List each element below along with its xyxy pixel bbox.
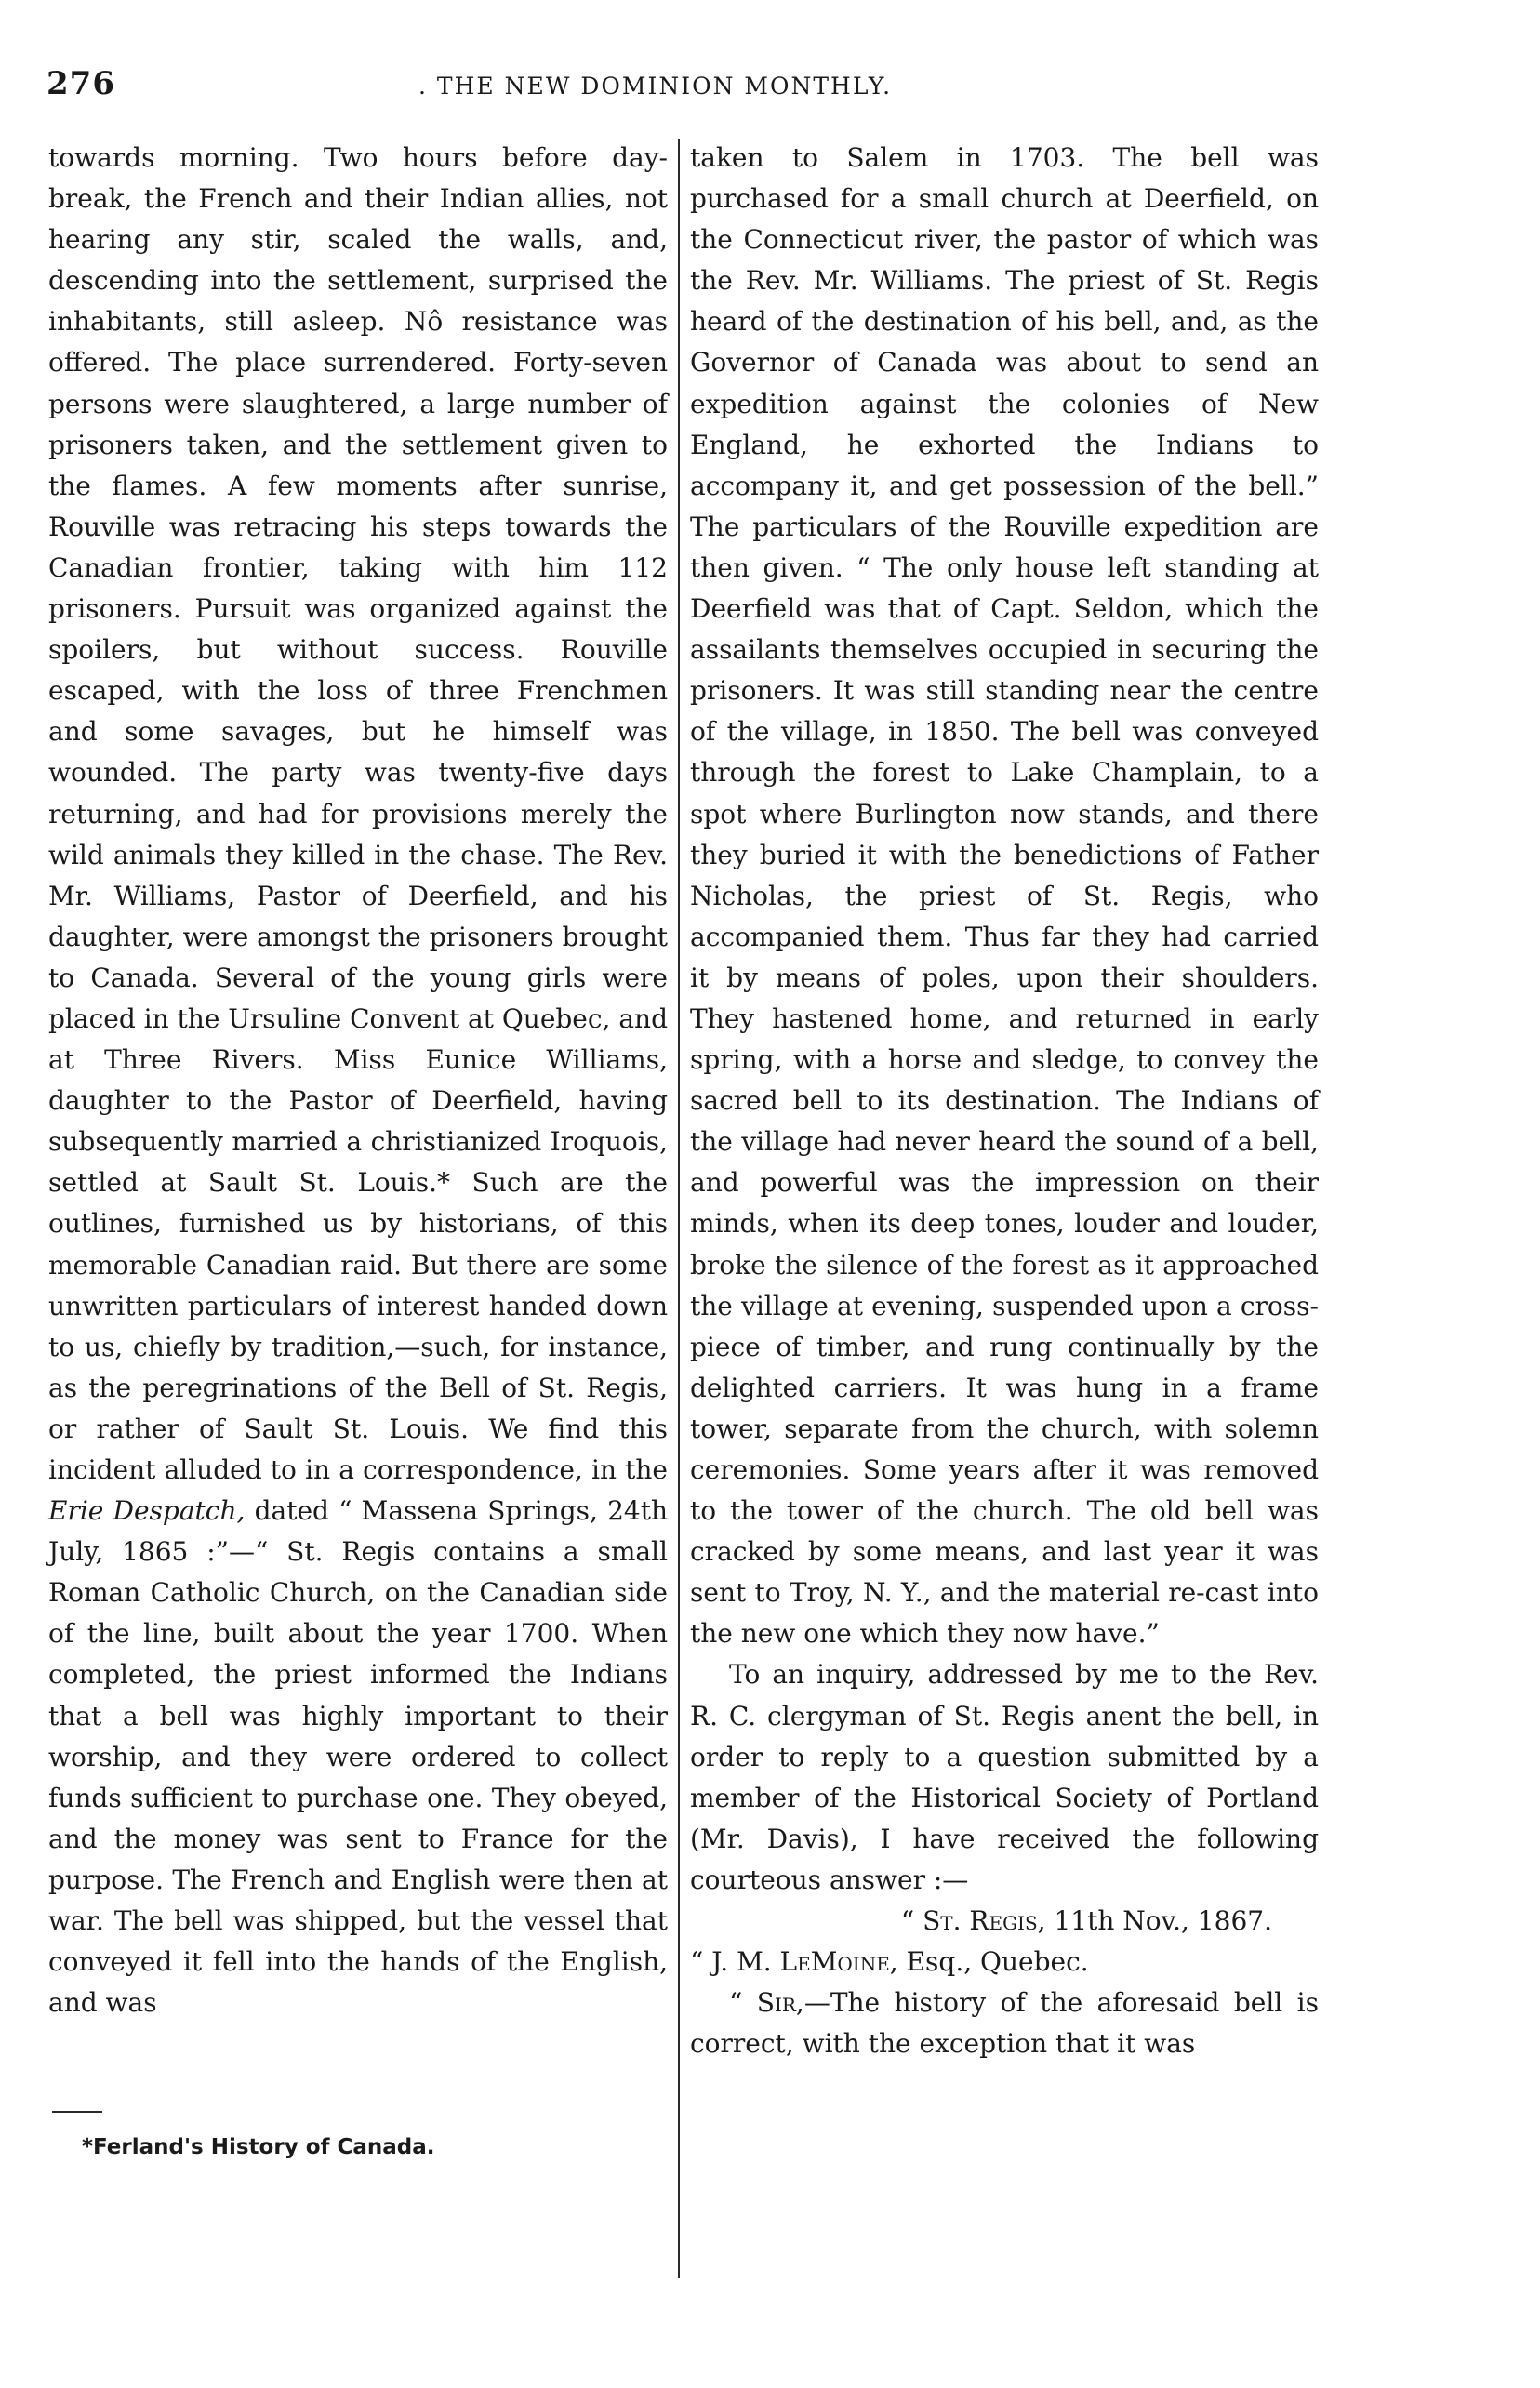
letter-salutation [690,1942,1319,1983]
page-header [46,65,1321,121]
left-column [48,138,668,2023]
salutation-name: LeMoine, [779,1946,898,1978]
dateline-date: 11th Nov., 1867. [1045,1905,1272,1937]
left-text-part-2: dated “ Massena Springs, 24th July, 1865 :”—“ St. Regis contains a small Roman Catholic Church, on the Canadian side of the line, built about the year 1700. When completed, the priest informed the Indians that a bell was highly important to their worship, and they were ordered to collect funds sufficient to purchase one. They obeyed, and the money was sent to France for the purpose. The French and English were then at war. The bell was shipped, but the vessel that conveyed it fell into the hands of the English, and was [48,1495,669,2019]
page-number: 276 [46,65,115,102]
right-column [690,138,1319,2064]
right-paragraph-1: taken to Salem in 1703. The bell was purchased for a small church at Deerfield, on the Connecticut river, the pastor of which was the Rev. Mr. Williams. The priest of St. Regis heard of the destination of his bell, and, as the Governor of Canada was about to send an expedition against the colonies of New England, he exhorted the Indians to accompany it, and get possession of the bell.” The particulars of the Rouville expedition are then given. “ The only house left standing at Deerfield was that of Capt. Seldon, which the assailants themselves occupied in securing the prisoners. It was still standing near the centre of the village, in 1850. The bell was conveyed through the forest to Lake Champlain, to a spot where Burlington now stands, and there they buried it with the benedictions of Father Nicholas, the priest of St. Regis, who accompanied them. Thus far they had carried it by means of poles, upon their shoulders. They hastened home, and returned in early spring, with a horse and sledge, to convey the sacred bell to its destination. The Indians of the village had never heard the sound of a bell, and powerful was the impression on their minds, when its deep tones, louder and louder, broke the silence of the forest as it approached the village at evening, suspended upon a cross-piece of timber, and rung continually by the delighted carriers. It was hung in a frame tower, separate from the church, with solemn ceremonies. Some years after it was removed to the tower of the church. The old bell was cracked by some means, and last year it was sent to Troy, N. Y., and the material re-cast into the new one which they now have.” [690,142,1319,1650]
salutation-rest: Esq., Quebec. [897,1946,1089,1978]
newspaper-title: Erie Despatch, [48,1495,246,1527]
column-divider [678,139,680,2278]
salutation-prefix: “ J. M. [690,1946,780,1978]
dateline-quote: “ [900,1905,923,1937]
letter-quote: “ [729,1987,757,2019]
footnote-rule [52,2111,102,2113]
dateline-place: St. Regis, [923,1905,1046,1937]
running-title: . THE NEW DOMINION MONTHLY. [418,73,893,100]
left-paragraph [48,138,668,2023]
letter-body [690,1983,1319,2064]
letter-text: —The history of the aforesaid bell is correct, with the exception that it was [690,1987,1320,2060]
letter-dateline [690,1901,1319,1942]
left-text-part-1: towards morning. Two hours before day-break, the French and their Indian allies, not hearing any stir, scaled the walls, and, descending into the settlement, surprised the inhabitants, still asleep. Nô resistance was offered. The place surrendered. Forty-seven persons were slaughtered, a large number of prisoners taken, and the settlement given to the flames. A few moments after sunrise, Rouville was retracing his steps towards the Canadian frontier, taking with him 112 prisoners. Pursuit was organized against the spoilers, but without success. Rouville escaped, with the loss of three Frenchmen and some savages, but he himself was wounded. The party was twenty-five days returning, and had for provisions merely the wild animals they killed in the chase. The Rev. Mr. Williams, Pastor of Deerfield, and his daughter, were amongst the prisoners brought to Canada. Several of the young girls were placed in the Ursuline Convent at Quebec, and at Three Rivers. Miss Eunice Williams, daughter to the Pastor of Deerfield, having subsequently married a christianized Iroquois, settled at Sault St. Louis.* Such are the outlines, furnished us by historians, of this memorable Canadian raid. But there are some unwritten particulars of interest handed down to us, chiefly by tradition,—such, for instance, as the peregrinations of the Bell of St. Regis, or rather of Sault St. Louis. We find this incident alluded to in a correspondence, in the [48,142,669,1485]
right-paragraph-2: To an inquiry, addressed by me to the Rev. R. C. clergyman of St. Regis anent the bell, in order to reply to a question submitted by a member of the Historical Society of Portland (Mr. Davis), I have received the following courteous answer :— [690,1659,1319,1895]
footnote: *Ferland's History of Canada. [82,2135,435,2159]
letter-address: Sir, [756,1987,804,2019]
